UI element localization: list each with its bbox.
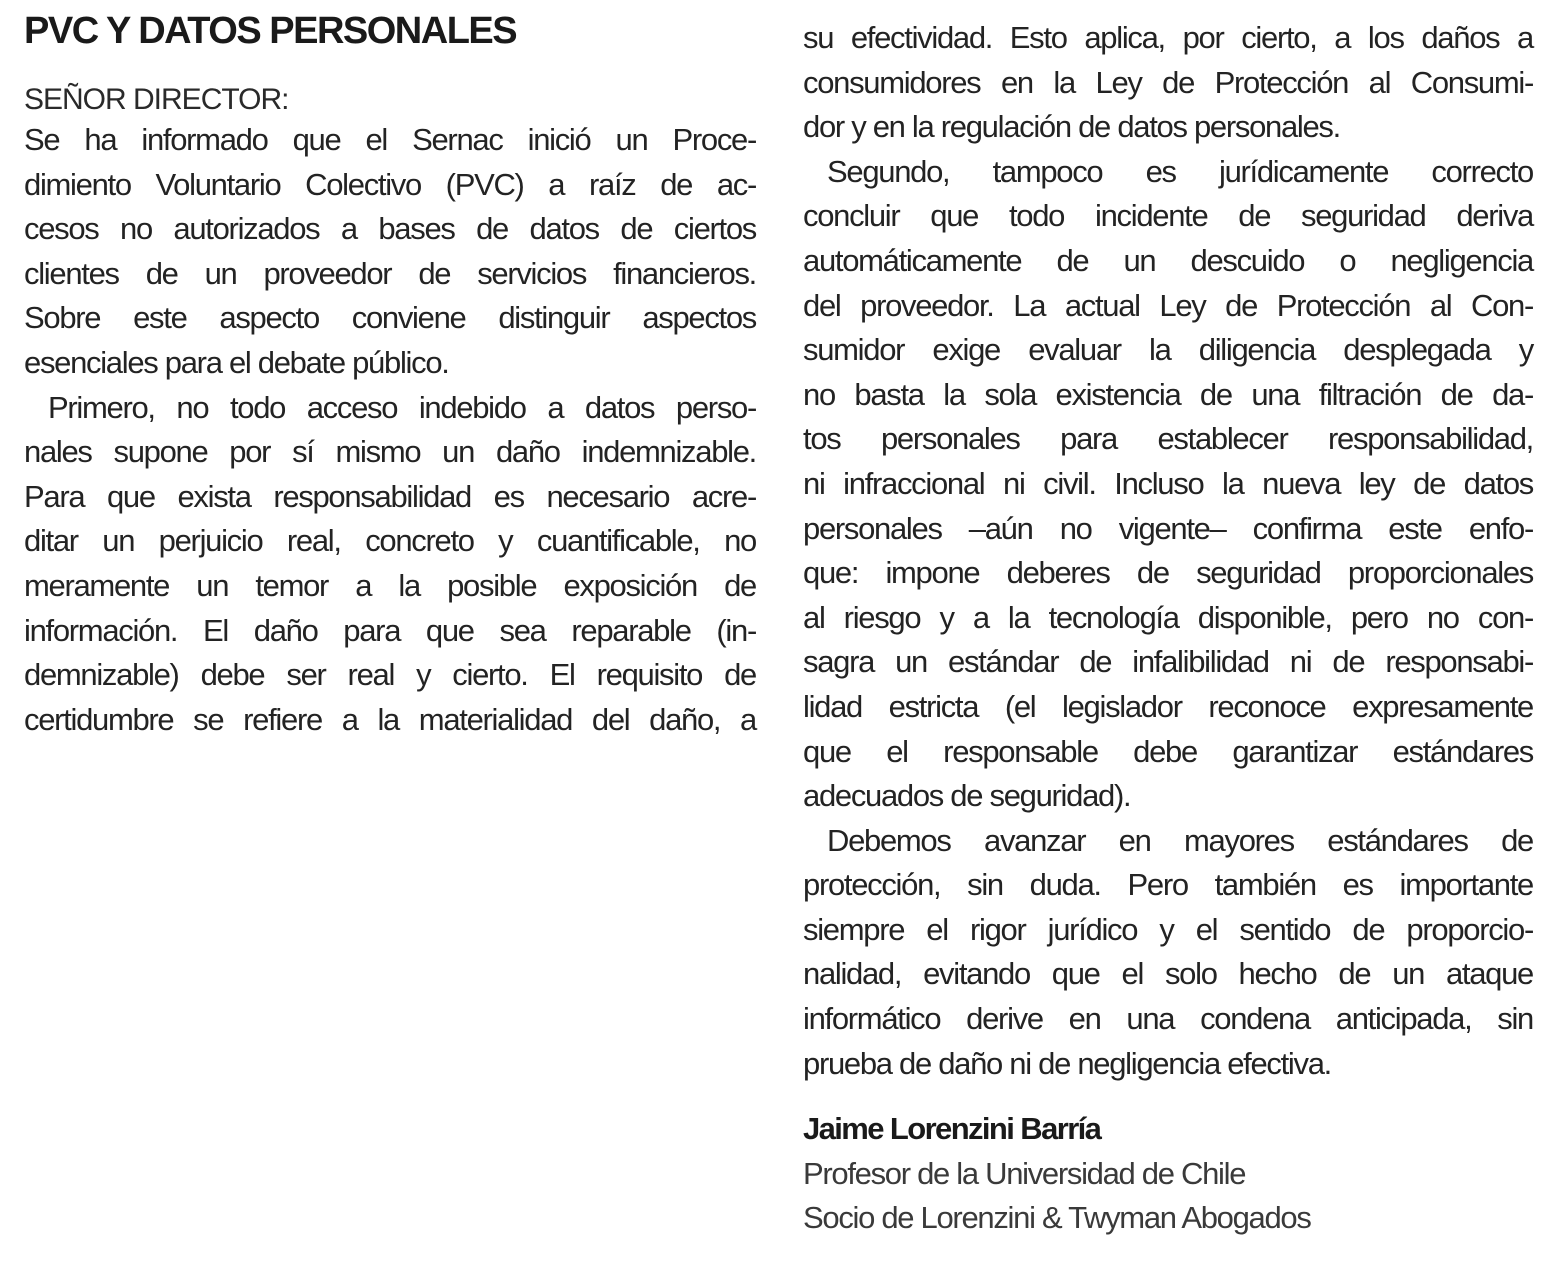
text-line: cesos no autorizados a bases de datos de ciertos: [24, 211, 756, 247]
text-line: ditar un perjuicio real, concreto y cuantificable, no: [24, 523, 756, 559]
text-line: ni infraccional ni civil. Incluso la nueva ley de datos: [803, 465, 1533, 501]
text-line: tos personales para establecer responsabilidad,: [803, 421, 1533, 457]
text-line: Sobre este aspecto conviene distinguir aspectos: [24, 300, 756, 336]
author-affiliation: Profesor de la Universidad de Chile: [803, 1156, 1246, 1191]
text-line: nalidad, evitando que el solo hecho de un ataque: [803, 956, 1533, 992]
text-line: sagra un estándar de infalibilidad ni de responsabi-: [803, 644, 1533, 680]
right-column: [803, 16, 1533, 1086]
text-line: Segundo, tampoco es jurídicamente correcto: [827, 153, 1533, 189]
text-line: sumidor exige evaluar la diligencia desplegada y: [803, 332, 1533, 368]
text-line: dimiento Voluntario Colectivo (PVC) a raíz de ac-: [24, 166, 756, 202]
text-line: Para que exista responsabilidad es necesario acre-: [24, 478, 756, 514]
text-line: personales –aún no vigente– confirma este enfo-: [803, 510, 1533, 546]
text-line: automáticamente de un descuido o negligencia: [803, 242, 1533, 278]
headline: PVC Y DATOS PERSONALES: [24, 10, 517, 52]
text-line: del proveedor. La actual Ley de Protección al Con-: [803, 287, 1533, 323]
text-line: nales supone por sí mismo un daño indemnizable.: [24, 434, 756, 470]
text-line: no basta la sola existencia de una filtración de da-: [803, 376, 1533, 412]
text-line: informático derive en una condena anticipada, sin: [803, 1001, 1533, 1037]
text-line: protección, sin duda. Pero también es importante: [803, 867, 1533, 903]
author-name: Jaime Lorenzini Barría: [803, 1111, 1101, 1146]
text-line: Debemos avanzar en mayores estándares de: [827, 822, 1533, 858]
text-line: información. El daño para que sea reparable (in-: [24, 612, 756, 648]
salutation: SEÑOR DIRECTOR:: [24, 83, 289, 116]
text-line: adecuados de seguridad).: [803, 778, 1131, 814]
text-line: siempre el rigor jurídico y el sentido de proporcio-: [803, 911, 1533, 947]
text-line: meramente un temor a la posible exposición de: [24, 567, 756, 603]
text-line: que el responsable debe garantizar estándares: [803, 733, 1533, 769]
text-line: lidad estricta (el legislador reconoce expresamente: [803, 688, 1533, 724]
text-line: que: impone deberes de seguridad proporcionales: [803, 555, 1533, 591]
text-line: esenciales para el debate público.: [24, 344, 449, 380]
text-line: al riesgo y a la tecnología disponible, pero no con-: [803, 599, 1533, 635]
author-affiliation: Socio de Lorenzini & Twyman Abogados: [803, 1200, 1311, 1235]
text-line: su efectividad. Esto aplica, por cierto, a los daños a: [803, 20, 1533, 55]
text-line: demnizable) debe ser real y cierto. El requisito de: [24, 657, 756, 693]
text-line: certidumbre se refiere a la materialidad del daño, a: [24, 701, 756, 737]
left-column: [24, 118, 756, 742]
text-line: clientes de un proveedor de servicios financieros.: [24, 255, 756, 291]
text-line: consumidores en la Ley de Protección al Consumi-: [803, 64, 1533, 100]
text-line: Primero, no todo acceso indebido a datos perso-: [48, 389, 756, 425]
text-line: dor y en la regulación de datos personales.: [803, 109, 1340, 145]
text-line: prueba de daño ni de negligencia efectiva.: [803, 1045, 1331, 1081]
text-line: concluir que todo incidente de seguridad deriva: [803, 198, 1533, 234]
text-line: Se ha informado que el Sernac inició un Proce-: [24, 122, 756, 157]
